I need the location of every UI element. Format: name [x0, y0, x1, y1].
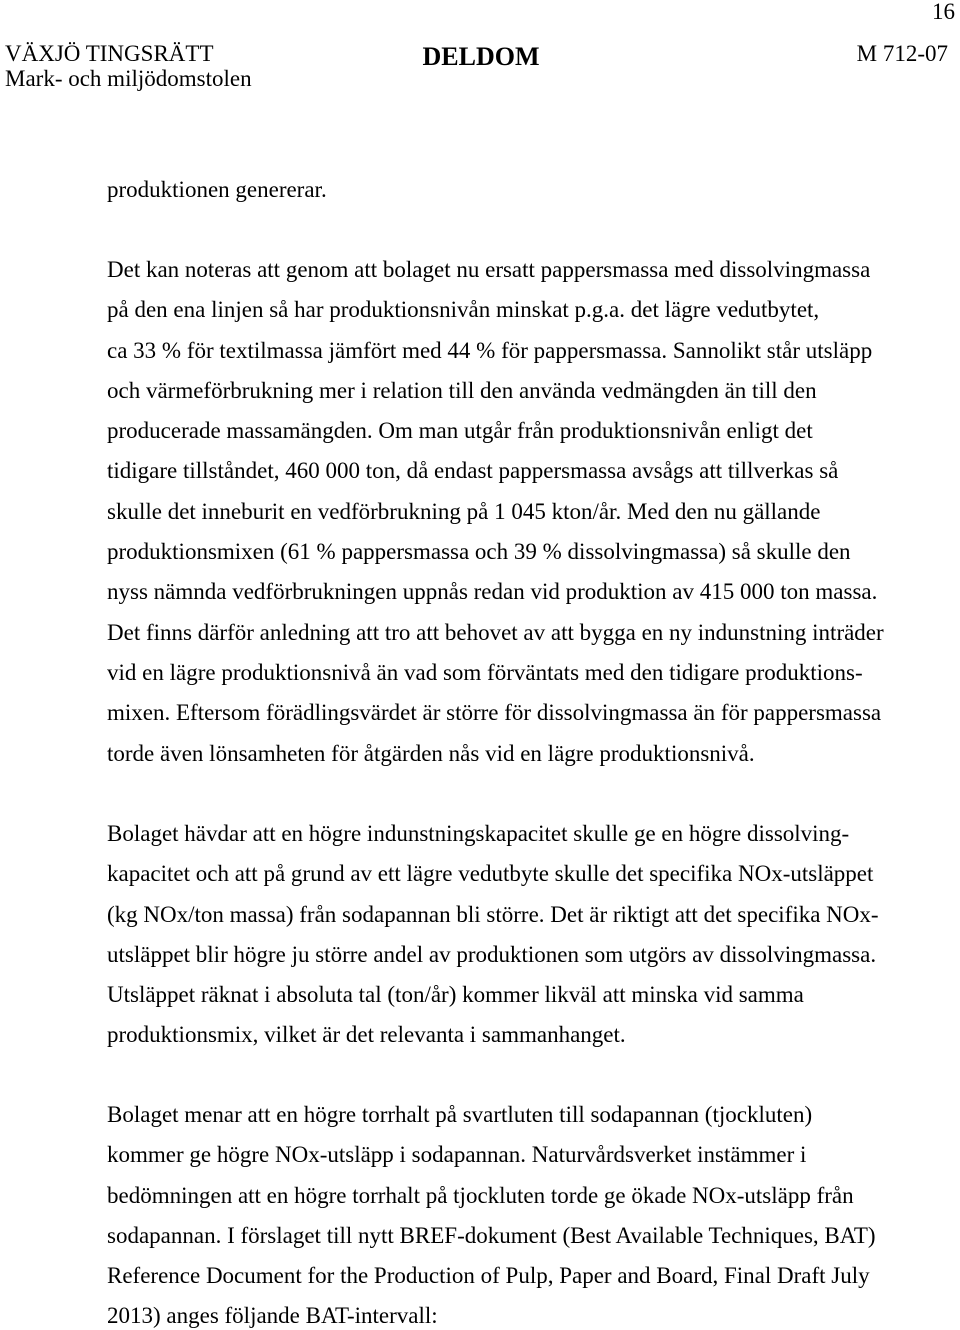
- text-line: 2013) anges följande BAT-intervall:: [107, 1303, 438, 1329]
- text-line: produktionsmix, vilket är det relevanta i sammanhanget.: [107, 1022, 626, 1048]
- text-line: Bolaget hävdar att en högre indunstningskapacitet skulle ge en högre dissolving-: [107, 821, 850, 846]
- text-line: och värmeförbrukning mer i relation till den använda vedmängden än till den: [107, 377, 817, 403]
- text-line: Reference Document for the Production of Pulp, Paper and Board, Final Draft July: [107, 1263, 870, 1289]
- text-line: produktionen genererar.: [107, 177, 327, 202]
- text-line: på den ena linjen så har produktionsnivån minskat p.g.a. det lägre vedutbytet,: [107, 297, 820, 323]
- text-line: Det kan noteras att genom att bolaget nu ersatt pappersmassa med dissolvingmassa: [107, 257, 871, 282]
- paragraph-4: [107, 1103, 876, 1328]
- text-line: Utsläppet räknat i absoluta tal (ton/år) kommer likväl att minska vid samma: [107, 982, 804, 1008]
- court-name: VÄXJÖ TINGSRÄTT: [5, 41, 214, 66]
- text-line: Bolaget menar att en högre torrhalt på svartluten till sodapannan (tjockluten): [107, 1102, 813, 1127]
- case-number: M 712-07: [856, 41, 948, 66]
- text-line: kapacitet och att på grund av ett lägre vedutbyte skulle det specifika NOx-utsläppet: [107, 861, 874, 887]
- text-line: (kg NOx/ton massa) från sodapannan bli större. Det är riktigt att det specifika NOx-: [107, 901, 879, 927]
- text-line: mixen. Eftersom förädlingsvärdet är större för dissolvingmassa än för pappersmassa: [107, 700, 882, 726]
- paragraph-2: [107, 258, 884, 766]
- text-line: Det finns därför anledning att tro att behovet av att bygga en ny indunstning inträder: [107, 619, 884, 645]
- paragraph-1: [107, 178, 327, 202]
- page-number: 16: [932, 0, 955, 24]
- text-line: vid en lägre produktionsnivå än vad som förväntats med den tidigare produktions-: [107, 659, 863, 685]
- text-line: sodapannan. I förslaget till nytt BREF-dokument (Best Available Techniques, BAT): [107, 1222, 876, 1248]
- text-line: skulle det inneburit en vedförbrukning på 1 045 kton/år. Med den nu gällande: [107, 498, 821, 524]
- text-line: ca 33 % för textilmassa jämfört med 44 % för pappersmassa. Sannolikt står utsläpp: [107, 337, 873, 363]
- document-type: DELDOM: [422, 42, 540, 71]
- text-line: utsläppet blir högre ju större andel av produktionen som utgörs av dissolvingmassa.: [107, 941, 877, 967]
- text-line: producerade massamängden. Om man utgår från produktionsnivån enligt det: [107, 418, 813, 444]
- court-division: Mark- och miljödomstolen: [5, 66, 252, 91]
- text-line: kommer ge högre NOx-utsläpp i sodapannan. Naturvårdsverket instämmer i: [107, 1142, 807, 1168]
- text-line: produktionsmixen (61 % pappersmassa och 39 % dissolvingmassa) så skulle den: [107, 539, 851, 565]
- text-line: bedömningen att en högre torrhalt på tjockluten torde ge ökade NOx-utsläpp från: [107, 1182, 854, 1208]
- text-line: torde även lönsamheten för åtgärden nås vid en lägre produktionsnivå.: [107, 740, 755, 766]
- paragraph-3: [107, 822, 879, 1047]
- text-line: nyss nämnda vedförbrukningen uppnås redan vid produktion av 415 000 ton massa.: [107, 579, 878, 605]
- text-line: tidigare tillståndet, 460 000 ton, då endast pappersmassa avsågs att tillverkas så: [107, 458, 839, 484]
